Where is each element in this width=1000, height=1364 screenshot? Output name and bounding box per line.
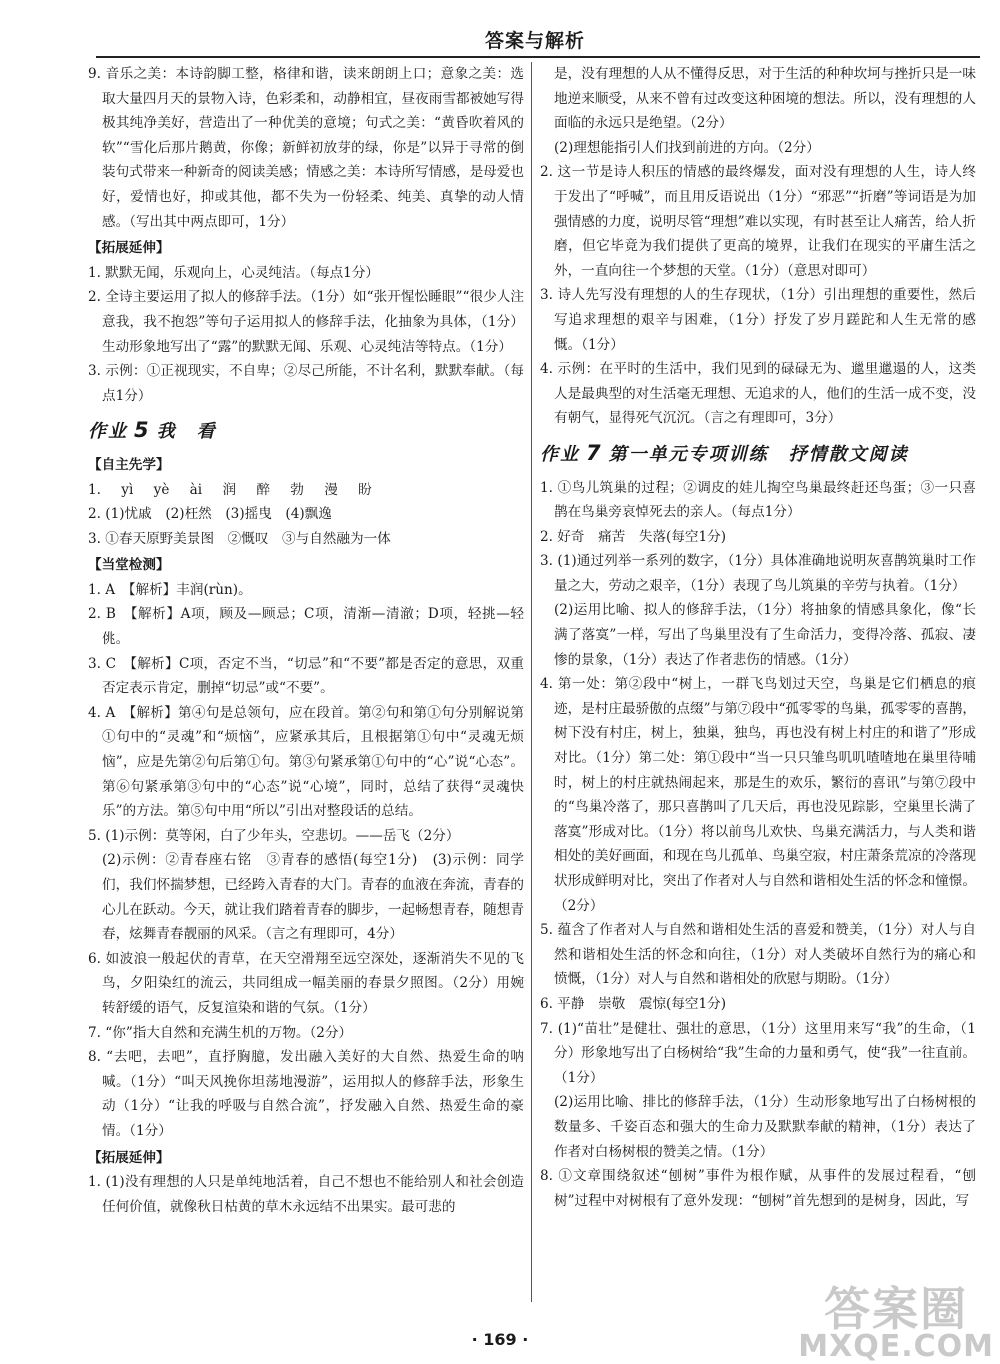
extend2-answer-4: 4. 示例：在平时的生活中，我们见到的碌碌无为、邋里邋遢的人，这类人是最典型的对生活毫无理想、无追求的人，他们的生活一成不变，没有朝气，显得死气沉沉。（言之有理即可，3分） (540, 361, 976, 427)
check-answer-1: 1. A 【解析】丰润(rùn)。 (88, 581, 252, 598)
section-tag-extend: 【拓展延伸】 (88, 240, 170, 257)
self-answer-3: 3. ①春天原野美景图 ②慨叹 ③与自然融为一体 (88, 530, 391, 547)
watermark-line-2: MXQE.COM (798, 1329, 994, 1364)
check-answer-7: 7. “你”指大自然和充满生机的万物。（2分） (88, 1024, 353, 1041)
reading-answer-3a: 3. (1)通过列举一系列的数字，（1分）具体准确地说明灰喜鹊筑巢时工作量之大，劳动之艰辛，（1分）表现了鸟儿筑巢的辛劳与执着。（1分） (540, 553, 976, 594)
reading-answer-4: 4. 第一处：第②段中“树上，一群飞鸟划过天空，鸟巢是它们栖息的痕迹，是村庄最骄傲的点缀”与第⑦段中“孤零零的鸟巢，孤零零的喜鹊，树下没有村庄，树上，独巢，独鸟，再也没有树上村庄的和谐了”形成对比。（1分）第二处：第①段中“当一只只雏鸟叽叽喳喳地在巢里待哺时，树上的村庄就热闹起来，那是生的欢乐，繁衍的喜讯”与第⑦段中的“鸟巢冷落了，那只喜鹊叫了几天后，再也没见踪影，空巢里长满了落寞”形成对比。（1分）将以前鸟儿欢快、鸟巢充满活力，与人类和谐相处的美好画面，和现在鸟儿孤单、鸟巢空寂，村庄萧条荒凉的冷落现状形成鲜明对比，突出了作者对人与自然和谐相处生活的怀念和憧憬。（2分） (540, 676, 976, 914)
self-answer-1: 1. yì yè ài 润 醉 勃 漫 盼 (88, 481, 372, 498)
reading-answer-2: 2. 好奇 痛苦 失落(每空1分) (540, 528, 727, 545)
reading-answer-7a: 7. (1)“苗壮”是健壮、强壮的意思，（1分）这里用来写“我”的生命，（1分）形象地写出了白杨树给“我”生命的力量和勇气，使“我”一往直前。（1分） (540, 1020, 977, 1086)
homework-7-prefix: 作业 (540, 443, 580, 465)
check-answer-5b: (2)示例：②青春座右铭 ③青春的感悟(每空1分) (3)示例：同学们，我们怀揣梦想，已经跨入青春的大门。青春的血液在奔流，青春的心儿在跃动。今天，就让我们踏着青春的脚步，一起畅想青春，随想青春，炫舞青春靓丽的风采。（言之有理即可，4分） (102, 852, 524, 943)
homework-5-heading (88, 418, 524, 445)
page-header (96, 24, 980, 58)
reading-answer-1: 1. ①鸟儿筑巢的过程；②调皮的娃儿掏空鸟巢最终赶还鸟蛋；③一只喜鹊在鸟巢旁哀悼死去的亲人。（每点1分） (540, 479, 976, 521)
reading-answer-6: 6. 平静 崇敬 震惊(每空1分) (540, 995, 727, 1012)
check-answer-5a: 5. (1)示例：莫等闲，白了少年头，空悲切。——岳飞（2分） (88, 827, 460, 844)
extend2-answer-1-continued: 是，没有理想的人从不懂得反思，对于生活的种种坎坷与挫折只是一味地逆来顺受，从来不曾有过改变这种困境的想法。所以，没有理想的人面临的永远只是绝望。（2分） (554, 66, 976, 132)
watermark-line-1: 答案圈 (824, 1282, 969, 1336)
reading-answer-5: 5. 蕴含了作者对人与自然和谐相处生活的喜爱和赞美，（1分）对人与自然和谐相处生活的怀念和向往，（1分）对人类破坏自然行为的痛心和愤慨，（1分）对人与自然和谐相处的欣慰与期盼。（1分） (540, 922, 976, 988)
extend-answer-3: 3. 示例：①正视现实，不自卑；②尽己所能，不计名利，默默奉献。（每点1分） (88, 363, 524, 404)
check-answer-3: 3. C 【解析】C项，否定不当，“切忌”和“不要”都是否定的意思，双重否定表示肯定，删掉“切忌”或“不要”。 (88, 655, 524, 697)
homework-7-number: 7 (586, 440, 603, 465)
section-tag-check: 【当堂检测】 (88, 557, 170, 574)
check-answer-4: 4. A 【解析】第④句是总领句，应在段首。第②句和第①句分别解说第①句中的“灵魂”和“烦恼”，应紧承其后，且根据第①句中“灵魂无烦恼”，应是先第②句后第①句。第③句紧承第①句中的“心”说“心态”。第⑥句紧承第③句中的“心态”说“心境”，同时，总结了获得“灵魂快乐”的方法。第⑤句中用“所以”引出对整段话的总结。 (88, 704, 524, 820)
homework-7-title: 第一单元专项训练 抒情散文阅读 (608, 443, 909, 465)
check-answer-6: 6. 如波浪一般起伏的青草，在天空滑翔至远空深处，逐渐消失不见的飞鸟，夕阳染红的流云，共同组成一幅美丽的春景夕照图。（2分）用婉转舒缓的语气，反复渲染和谐的气氛。（1分） (88, 950, 524, 1016)
homework-5-prefix: 作业 (88, 421, 128, 443)
homework-7-heading (540, 441, 976, 468)
reading-answer-7b: (2)运用比喻、排比的修辞手法，（1分）生动形象地写出了白杨树根的数量多、千姿百态和强大的生命力及默默奉献的精神，（1分）表达了作者对白杨树根的赞美之情。（1分） (554, 1094, 976, 1160)
homework-5-title: 我 看 (156, 421, 217, 443)
answer-9: 9. 音乐之美：本诗韵脚工整，格律和谐，读来朗朗上口；意象之美：选取大量四月天的景物入诗，色彩柔和，动静相宜，昼夜雨雪都被她写得极其纯净美好，营造出了一种优美的意境；句式之美：“黄昏吹着风的软”“雪化后那片鹅黄，你像；新鲜初放芽的绿，你是”以异于寻常的倒装句式带来一种新奇的阅读美感；情感之美：本诗所写情感，是母爱也好，爱情也好，抑或其他，都不失为一份轻柔、纯美、真挚的动人情感。（写出其中两点即可，1分） (88, 66, 524, 230)
section-tag-extend-2: 【拓展延伸】 (88, 1149, 170, 1166)
homework-5-number: 5 (134, 418, 151, 443)
reading-answer-3b: (2)运用比喻、拟人的修辞手法，（1分）将抽象的情感具象化，像“长满了落寞”一样，写出了鸟巢里没有了生命活力，变得冷落、孤寂、凄惨的景象，（1分）表达了作者悲伤的情感。（1分） (554, 602, 976, 668)
watermark-logo (798, 1282, 994, 1364)
extend-answer-1: 1. 默默无闻，乐观向上，心灵纯洁。（每点1分） (88, 264, 380, 281)
left-column (88, 62, 524, 1219)
extend-answer-2: 2. 全诗主要运用了拟人的修辞手法。（1分）如“张开惺忪睡眼”“很少人注意我，我不抱怨”等句子运用拟人的修辞手法，化抽象为具体，（1分）生动形象地写出了“露”的默默无闻、乐观、心灵纯洁等特点。（1分） (88, 289, 524, 355)
extend2-answer-3: 3. 诗人先写没有理想的人的生存现状，（1分）引出理想的重要性，然后写追求理想的艰辛与困难，（1分）抒发了岁月蹉跎和人生无常的感慨。（1分） (540, 287, 976, 353)
extend2-answer-1b: (2)理想能指引人们找到前进的方向。（2分） (554, 139, 820, 156)
self-answer-2: 2. (1)忧戚 (2)枉然 (3)摇曳 (4)飘逸 (88, 506, 332, 523)
right-column (540, 62, 976, 1213)
extend2-answer-2: 2. 这一节是诗人积压的情感的最终爆发，面对没有理想的人生，诗人终于发出了“呼喊”，而且用反语说出（1分）“邪恶”“折磨”等词语是为加强情感的力度，说明尽管“理想”难以实现，有时甚至让人痛苦，给人折磨，但它毕竟为我们提供了更高的境界，让我们在现实的平庸生活之外，一直向往一个梦想的天堂。（1分）（意思对即可） (540, 164, 976, 279)
reading-answer-8: 8. ①文章围绕叙述“刨树”事件为根作赋，从事件的发展过程看，“刨树”过程中对树根有了意外发现：“刨树”首先想到的是树身，因此，写 (540, 1168, 976, 1209)
header-title: 答案与解析 (484, 30, 585, 52)
check-answer-2: 2. B 【解析】A项，顾及—顾忌；C项，清渐—清澈；D项，轻挑—轻佻。 (88, 606, 524, 648)
column-divider (531, 62, 532, 1302)
check-answer-8: 8. “去吧，去吧”，直抒胸臆，发出融入美好的大自然、热爱生命的呐喊。（1分）“叫天风挽你坦荡地漫游”，运用拟人的修辞手法，形象生动（1分）“让我的呼吸与自然合流”，抒发融入自然、热爱生命的豪情。（1分） (88, 1049, 524, 1139)
section-tag-self-study: 【自主先学】 (88, 456, 170, 473)
extend2-answer-1: 1. (1)没有理想的人只是单纯地活着，自己不想也不能给别人和社会创造任何价值，就像秋日枯黄的草木永远结不出果实。最可悲的 (88, 1174, 524, 1215)
page-number: · 169 · (471, 1330, 529, 1349)
